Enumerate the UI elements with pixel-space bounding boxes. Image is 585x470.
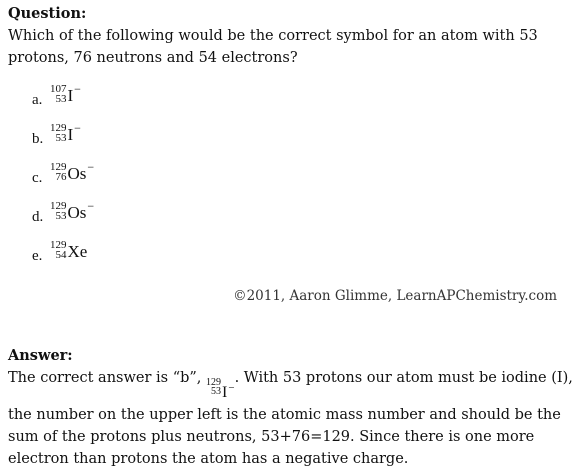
mass-number: 129	[206, 377, 222, 388]
atomic-number: 54	[55, 249, 67, 261]
atomic-number: 53	[211, 386, 222, 397]
option-letter: b.	[32, 131, 44, 147]
mass-number: 129	[50, 200, 67, 212]
isotope-symbol	[50, 82, 81, 106]
atomic-number: 53	[55, 210, 67, 222]
answer-text-after: . With 53 protons our atom must be iodine (I), the number on the upper left is the atomic mass number and should be the sum of the protons plus neutrons, 53+76=129. Since there is one more electron than protons the atom has a negative charge.	[8, 370, 573, 467]
element-symbol: Os	[67, 164, 87, 183]
answer-text-before: The correct answer is “b”,	[8, 370, 207, 386]
mass-number: 129	[50, 122, 67, 134]
mass-number: 129	[50, 239, 67, 251]
charge: −	[74, 121, 81, 135]
isotope-symbol	[50, 199, 94, 223]
option-letter: c.	[32, 170, 43, 186]
question-heading: Question:	[8, 5, 87, 22]
charge: −	[87, 160, 95, 174]
element-symbol: I	[222, 384, 228, 401]
element-symbol: Os	[67, 203, 87, 222]
atomic-number: 53	[55, 93, 67, 105]
question-text: Which of the following would be the correct symbol for an atom with 53 protons, 76 neutrons and 54 electrons?	[8, 28, 538, 66]
atomic-number: 76	[55, 171, 67, 183]
element-symbol: Xe	[67, 242, 88, 261]
charge: −	[74, 82, 81, 96]
option-letter: e.	[32, 248, 43, 264]
option-letter: d.	[32, 209, 44, 225]
option-letter: a.	[32, 92, 43, 108]
isotope-symbol	[50, 160, 94, 184]
mass-number: 129	[50, 161, 67, 173]
element-symbol: I	[67, 86, 74, 105]
isotope-symbol	[50, 238, 88, 262]
answer-text	[8, 367, 578, 470]
mass-number: 107	[50, 83, 67, 95]
element-symbol: I	[67, 125, 74, 144]
answer-heading: Answer:	[8, 347, 73, 364]
charge: −	[228, 382, 235, 394]
atomic-number: 53	[55, 132, 67, 144]
isotope-symbol	[50, 121, 81, 145]
charge: −	[87, 199, 95, 213]
answer-isotope-symbol	[206, 377, 235, 404]
copyright-notice: ©2011, Aaron Glimme, LearnAPChemistry.com	[233, 288, 557, 304]
